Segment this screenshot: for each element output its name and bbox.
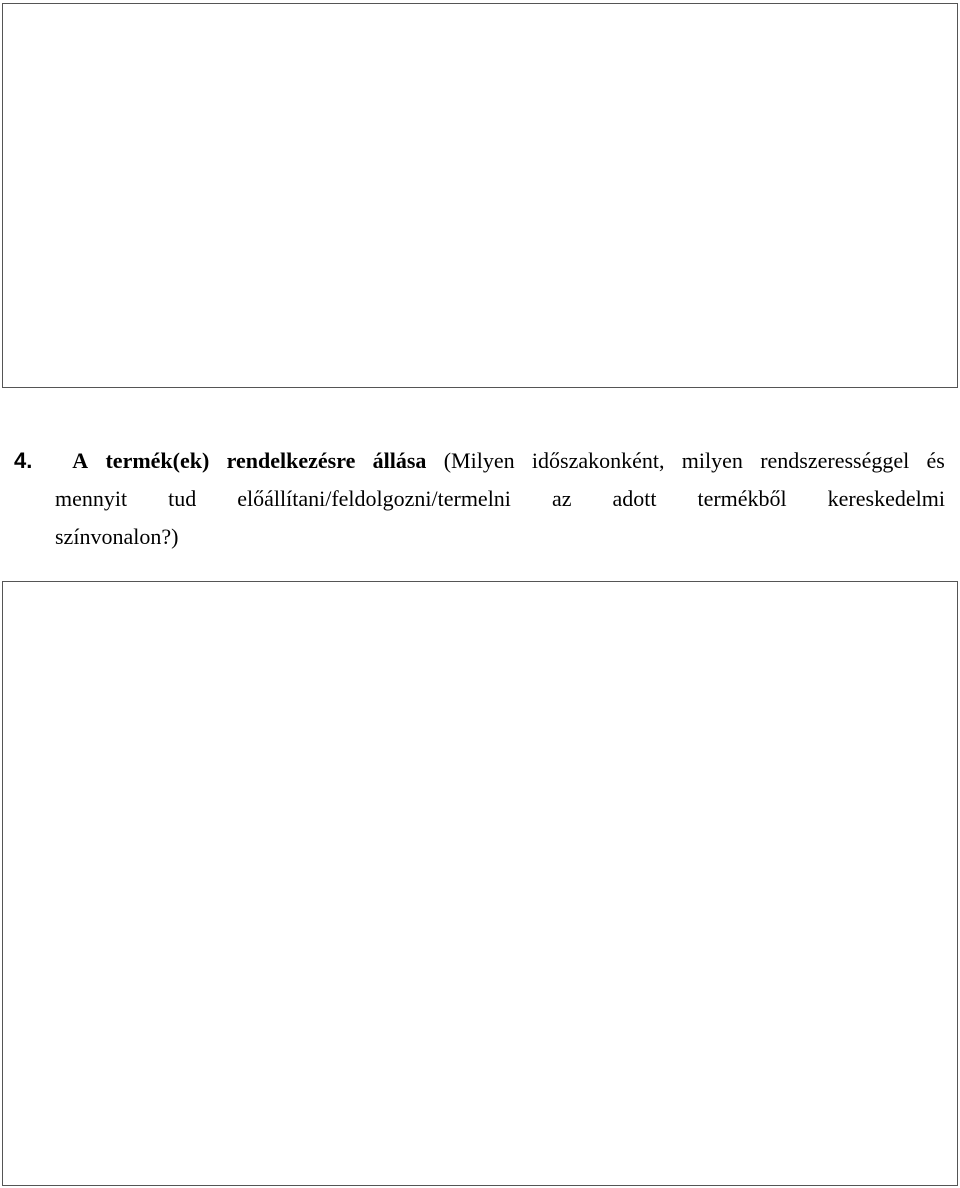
question-word: időszakonként, — [531, 448, 665, 473]
question-line-3 — [14, 518, 945, 556]
answer-box-top[interactable] — [2, 3, 958, 388]
title-word: termék(ek) — [105, 448, 210, 473]
question-4 — [14, 442, 945, 556]
answer-box-bottom[interactable] — [2, 581, 958, 1186]
question-line-1 — [14, 442, 945, 480]
question-word: mennyit — [55, 486, 128, 511]
question-word: az — [551, 486, 572, 511]
title-word: állása — [372, 448, 427, 473]
question-word: előállítani/feldolgozni/termelni — [237, 486, 511, 511]
question-word: és — [926, 448, 945, 473]
question-word: (Milyen — [443, 448, 515, 473]
question-word: milyen — [681, 448, 743, 473]
question-word: termékből — [697, 486, 787, 511]
question-word: tud — [168, 486, 197, 511]
question-word: adott — [612, 486, 657, 511]
title-word: A — [72, 448, 89, 473]
question-number: 4. — [14, 448, 33, 473]
question-line-2 — [14, 480, 945, 518]
question-word: rendszerességgel — [760, 448, 910, 473]
question-word: színvonalon?) — [55, 524, 179, 549]
title-word: rendelkezésre — [226, 448, 356, 473]
question-word: kereskedelmi — [827, 486, 945, 511]
